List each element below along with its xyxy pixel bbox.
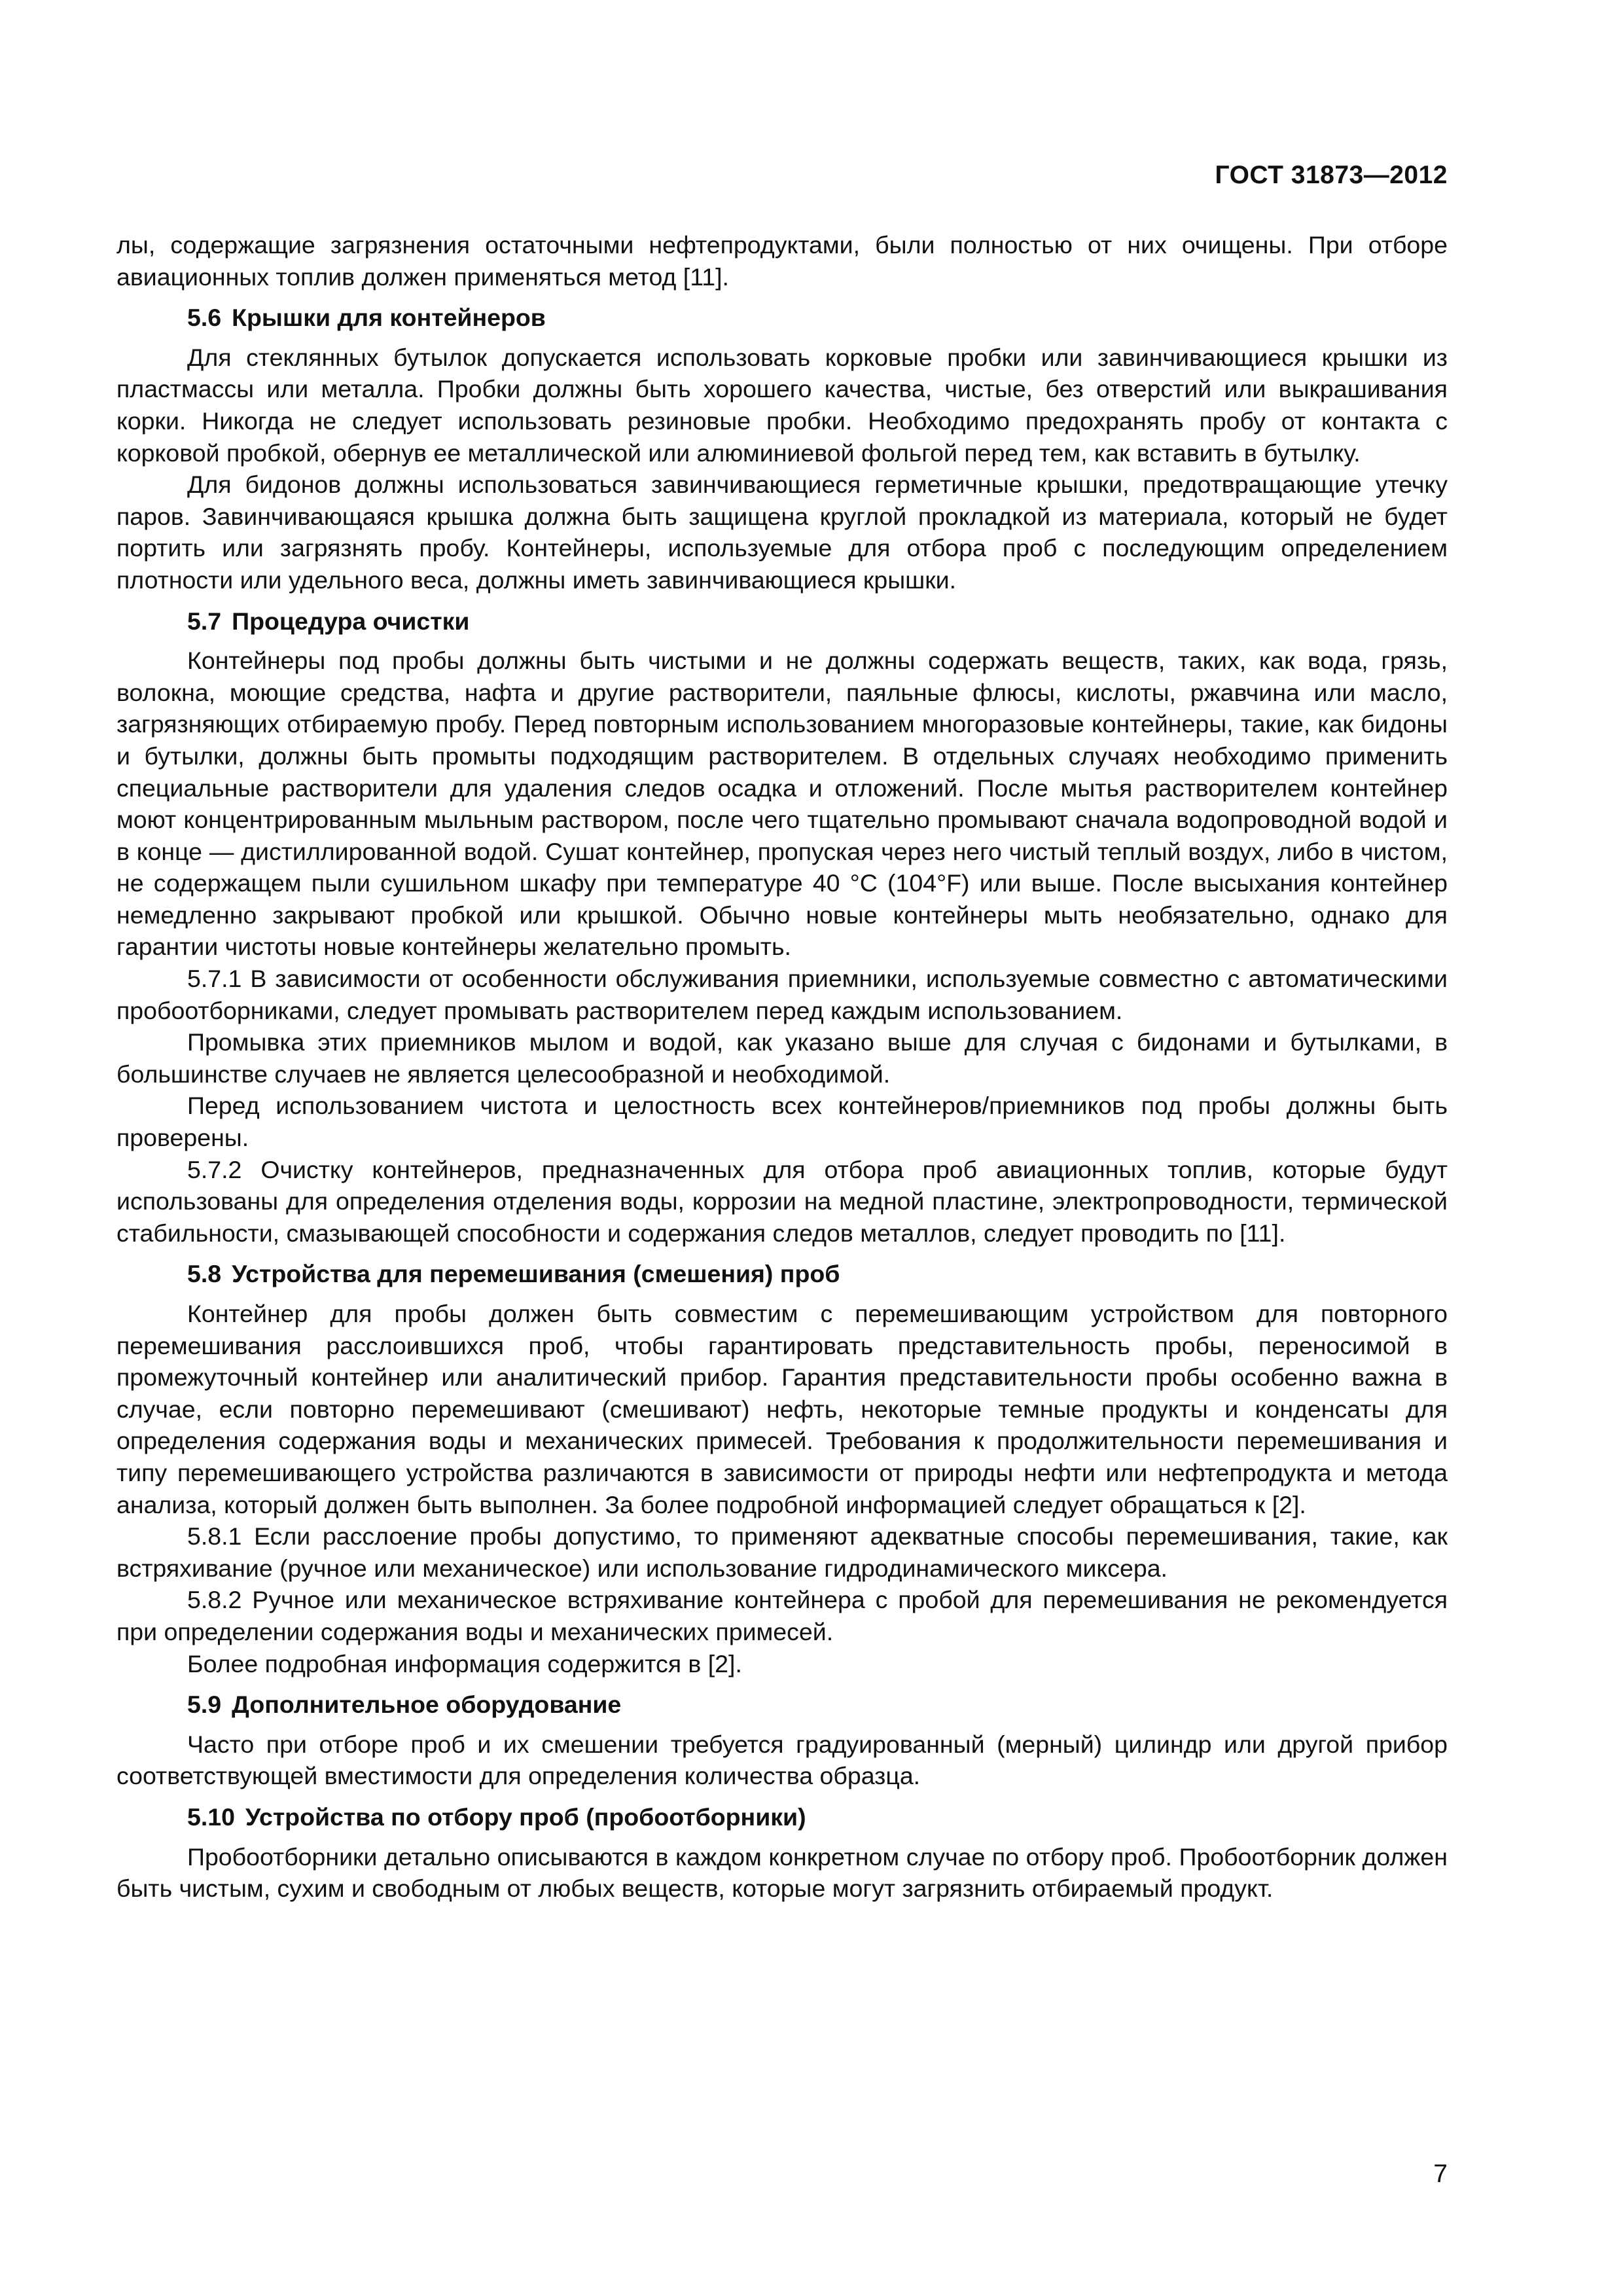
document-page (116, 0, 1448, 2296)
section-heading-5-7 (187, 605, 1448, 637)
paragraph-continuation: лы, содержащие загрязнения остаточными нефтепродуктами, были полностью от них очищены. При отборе авиационных топлив должен применяться метод [11]. (116, 231, 1448, 291)
page-number: 7 (1433, 2160, 1448, 2188)
section-title: Крышки для контейнеров (232, 304, 546, 332)
paragraph: Для бидонов должны использоваться завинчивающиеся герметичные крышки, предотвращающие утечку паров. Завинчивающаяся крышка должна быть защищена круглой прокладкой из материала, который не будет портить или загрязнять пробу. Контейнеры, используемые для отбора проб с последующим определением плотности или удельного веса, должны иметь завинчивающиеся крышки. (116, 471, 1448, 594)
document-body (116, 229, 1448, 1905)
paragraph: Контейнеры под пробы должны быть чистыми и не должны содержать веществ, таких, как вода, грязь, волокна, моющие средства, нафта и другие растворители, паяльные флюсы, кислоты, ржавчина или масло, загрязняющих отбираемую пробу. Перед повторным использованием многоразовые контейнеры, такие, как бидоны и бутылки, должны быть промыты подходящим растворителем. В отдельных случаях необходимо применить специальные растворители для удаления следов осадка и отложений. После мытья растворителем контейнер моют концентрированным мыльным раствором, после чего тщательно промывают сначала водопроводной водой и в конце — дистиллированной водой. Сушат контейнер, пропуская через него чистый теплый воздух, либо в чистом, не содержащем пыли сушильном шкафу при температуре 40 °C (104°F) или выше. После высыхания контейнер немедленно закрывают пробкой или крышкой. Обычно новые контейнеры мыть необязательно, однако для гарантии чистоты новые контейнеры желательно промыть. (116, 647, 1448, 961)
section-number: 5.9 (187, 1691, 222, 1719)
section-number: 5.10 (187, 1803, 235, 1831)
paragraph: Часто при отборе проб и их смешении требуется градуированный (мерный) цилиндр или другой прибор соответствующей вместимости для определения количества образца. (116, 1730, 1448, 1790)
paragraph: Перед использованием чистота и целостность всех контейнеров/приемников под пробы должны быть проверены. (116, 1092, 1448, 1152)
section-heading-5-8 (187, 1258, 1448, 1290)
section-number: 5.6 (187, 304, 222, 332)
paragraph-5-8-1: 5.8.1 Если расслоение пробы допустимо, то применяют адекватные способы перемешивания, такие, как встряхивание (ручное или механическое) или использование гидродинамического миксера. (116, 1522, 1448, 1582)
section-number: 5.8 (187, 1260, 222, 1288)
paragraph-5-7-2: 5.7.2 Очистку контейнеров, предназначенных для отбора проб авиационных топлив, которые будут использованы для определения отделения воды, коррозии на медной пластине, электропроводности, термической стабильности, смазывающей способности и содержания следов металлов, следует проводить по [11]. (116, 1155, 1448, 1247)
section-heading-5-6 (187, 302, 1448, 334)
section-title: Устройства по отбору проб (пробоотборники) (245, 1803, 806, 1831)
paragraph: Промывка этих приемников мылом и водой, как указано выше для случая с бидонами и бутылками, в большинстве случаев не является целесообразной и необходимой. (116, 1028, 1448, 1088)
section-title: Процедура очистки (232, 607, 470, 635)
section-heading-5-10 (187, 1801, 1448, 1833)
paragraph: Контейнер для пробы должен быть совместим с перемешивающим устройством для повторного перемешивания расслоившихся проб, чтобы гарантировать представительность пробы, переносимой в промежуточный контейнер или аналитический прибор. Гарантия представительности пробы особенно важна в случае, если повторно перемешивают (смешивают) нефть, некоторые темные продукты и конденсаты для определения содержания воды и механических примесей. Требования к продолжительности перемешивания и типу перемешивающего устройства различаются в зависимости от природы нефти или нефтепродукта и метода анализа, который должен быть выполнен. За более подробной информацией следует обращаться к [2]. (116, 1300, 1448, 1518)
document-header: ГОСТ 31873—2012 (1215, 161, 1448, 189)
paragraph: Более подробная информация содержится в [2]. (187, 1649, 742, 1677)
paragraph-5-8-2: 5.8.2 Ручное или механическое встряхивание контейнера с пробой для перемешивания не рекомендуется при определении содержания воды и механических примесей. (116, 1586, 1448, 1645)
paragraph: Пробоотборники детально описываются в каждом конкретном случае по отбору проб. Пробоотборник должен быть чистым, сухим и свободным от любых веществ, которые могут загрязнить отбираемый продукт. (116, 1842, 1448, 1903)
section-heading-5-9 (187, 1689, 1448, 1721)
paragraph-5-7-1: 5.7.1 В зависимости от особенности обслуживания приемники, используемые совместно с автоматическими пробоотборниками, следует промывать растворителем перед каждым использованием. (116, 965, 1448, 1024)
paragraph: Для стеклянных бутылок допускается использовать корковые пробки или завинчивающиеся крышки из пластмассы или металла. Пробки должны быть хорошего качества, чистые, без отверстий или выкрашивания корки. Никогда не следует использовать резиновые пробки. Необходимо предохранять пробу от контакта с корковой пробкой, обернув ее металлической или алюминиевой фольгой перед тем, как вставить в бутылку. (116, 343, 1448, 467)
section-title: Устройства для перемешивания (смешения) проб (232, 1260, 840, 1288)
section-number: 5.7 (187, 607, 222, 635)
section-title: Дополнительное оборудование (232, 1691, 622, 1719)
